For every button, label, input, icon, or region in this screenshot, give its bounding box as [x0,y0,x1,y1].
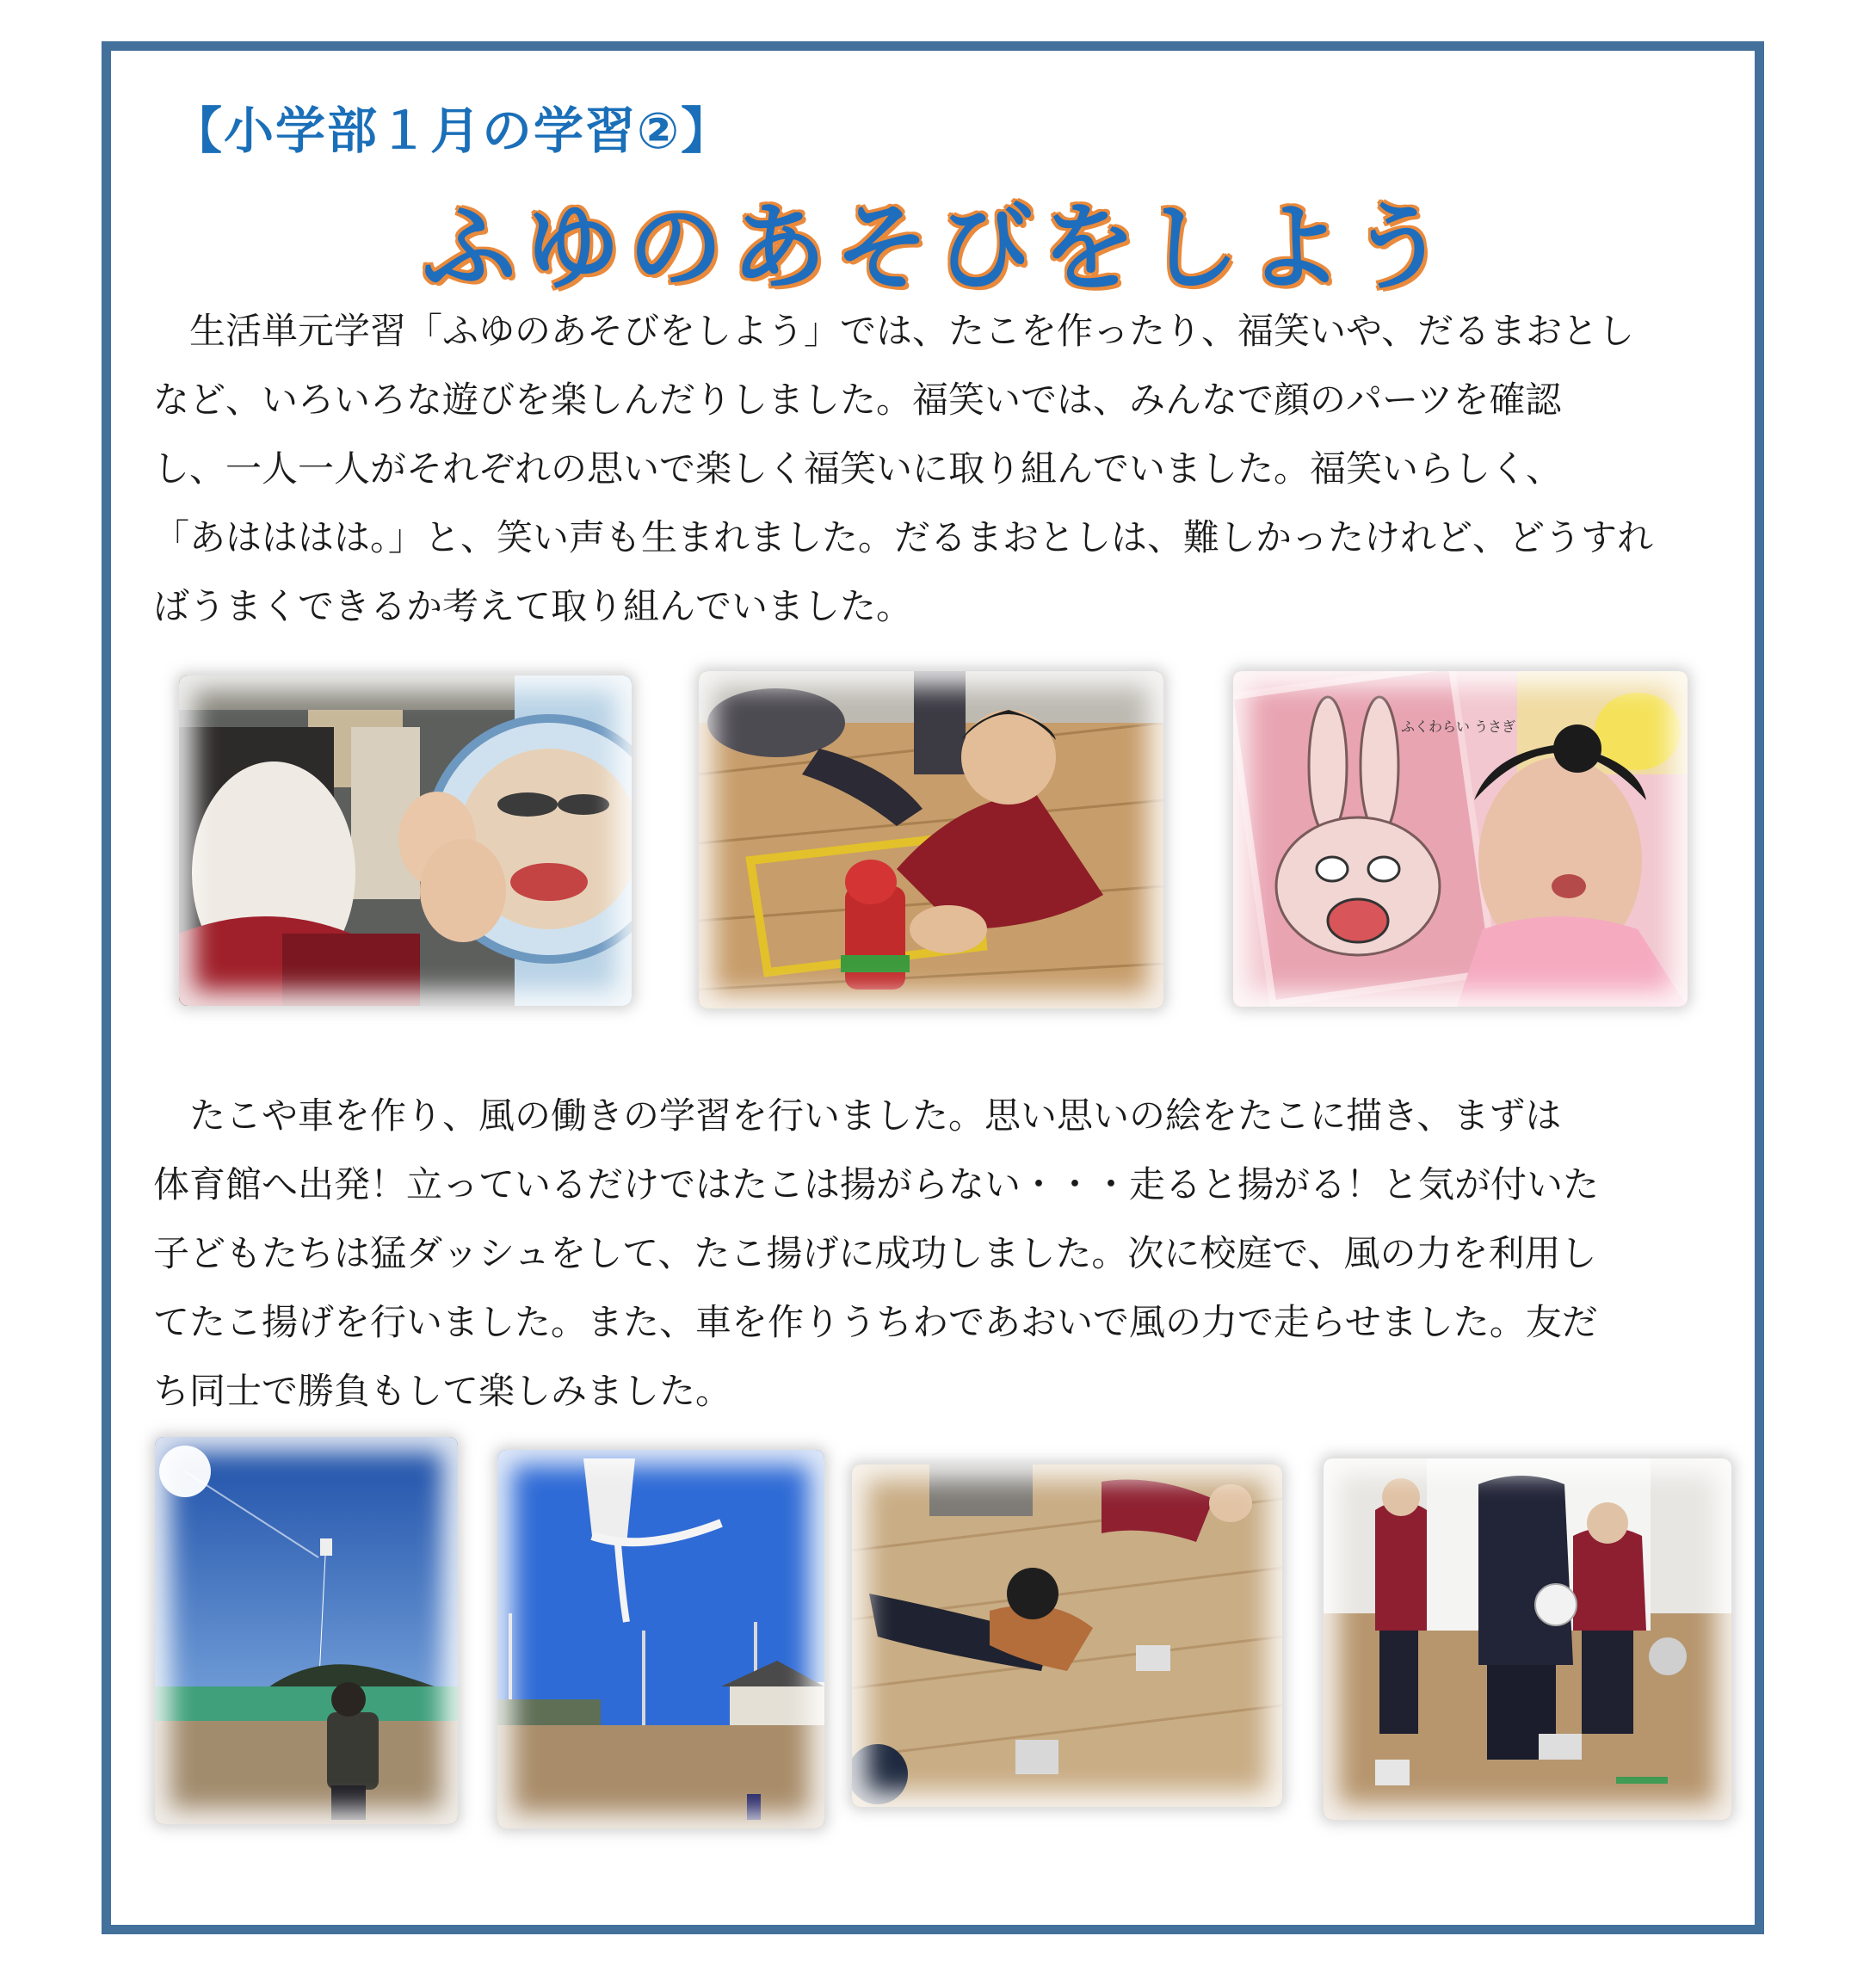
photo-kite-field [155,1437,458,1824]
paragraph-line: し、一人一人がそれぞれの思いで楽しく福笑いに取り組んでいました。福笑いらしく、 [153,447,1563,490]
paragraph-line: 体育館へ出発！立っているだけではたこは揚がらない・・・走ると揚がる！と気が付いた [153,1163,1600,1205]
card-text: ふくわらい うさぎ [1401,718,1516,735]
paragraph-line: 生活単元学習「ふゆのあそびをしよう」では、たこを作ったり、福笑いや、だるまおとし [153,310,1635,352]
photo-fukuwarai [179,675,632,1006]
page-title: ふゆのあそびをしよう [422,193,1454,303]
photo-fan-cars [1324,1458,1731,1820]
photo-daruma-otoshi [699,671,1163,1008]
photo-wind-cars [852,1464,1282,1807]
paragraph-2 [153,1082,1599,1426]
paragraph-line: たこや車を作り、風の働きの学習を行いました。思い思いの絵をたこに描き、まずは [153,1094,1562,1137]
paragraph-1 [153,297,1653,641]
section-label: 【小学部１月の学習②】 [172,102,733,160]
paragraph-line: ばうまくできるか考えて取り組んでいました。 [153,585,913,627]
photo-rabbit-card [1233,671,1688,1007]
photo-kite-sky [497,1450,824,1828]
paragraph-line: てたこ揚げを行いました。また、車を作りうちわであおいで風の力で走らせました。友だ [153,1301,1598,1343]
paragraph-line: 子どもたちは猛ダッシュをして、たこ揚げに成功しました。次に校庭で、風の力を利用し [153,1232,1597,1274]
paragraph-line: ち同士で勝負もして楽しみました。 [153,1370,732,1412]
paragraph-line: 「あはははは。」と、笑い声も生まれました。だるまおとしは、難しかったけれど、どうすれ [153,516,1654,558]
paragraph-line: など、いろいろな遊びを楽しんだりしました。福笑いでは、みんなで顔のパーツを確認 [153,379,1562,421]
